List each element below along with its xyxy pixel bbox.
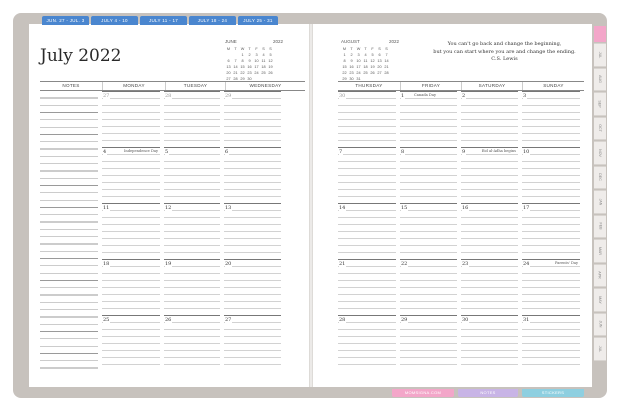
- day-number: 30: [339, 93, 346, 99]
- header-tuesday: TUESDAY: [165, 82, 225, 90]
- quote-block: [417, 41, 592, 64]
- mini-day: 4: [364, 53, 367, 57]
- day-cell[interactable]: [102, 259, 160, 315]
- side-tab-month[interactable]: [594, 68, 606, 92]
- day-number: 12: [165, 205, 172, 211]
- side-tab-month[interactable]: [594, 92, 606, 116]
- side-tab-label: JAN: [597, 198, 602, 206]
- notes-tab[interactable]: NOTES: [458, 389, 518, 397]
- day-number: 30: [462, 317, 469, 323]
- mini-august-grid: [341, 46, 390, 82]
- day-number: 22: [401, 261, 408, 267]
- week-tab-1[interactable]: JUN. 27 - JUL. 3: [42, 16, 89, 25]
- day-number: 8: [401, 149, 405, 155]
- day-number: 24: [523, 261, 530, 267]
- mini-day: 27: [226, 77, 231, 81]
- day-cell[interactable]: [164, 147, 220, 203]
- side-tab-label: JUN: [598, 320, 602, 328]
- mini-day: 12: [370, 59, 375, 63]
- day-number: 11: [103, 205, 110, 211]
- mini-day: 30: [247, 77, 252, 81]
- day-number: 26: [165, 317, 172, 323]
- side-tab-label: MAY: [598, 295, 602, 304]
- saturday-column: [461, 91, 518, 371]
- day-cell[interactable]: [224, 315, 281, 371]
- mini-day: 21: [384, 65, 389, 69]
- mini-day: 14: [384, 59, 389, 63]
- mini-day: 20: [377, 65, 382, 69]
- header-monday: MONDAY: [102, 82, 165, 90]
- day-cell[interactable]: [400, 91, 457, 147]
- day-cell[interactable]: [461, 203, 518, 259]
- day-cell[interactable]: [164, 259, 220, 315]
- day-cell[interactable]: [400, 315, 457, 371]
- mini-day: 15: [342, 65, 347, 69]
- day-cell[interactable]: [522, 203, 580, 259]
- holiday-label: Eid al-Adha begins: [481, 149, 516, 153]
- side-tab-month[interactable]: [594, 288, 606, 312]
- side-tab-label: DEC: [598, 173, 602, 182]
- mini-calendar-june: [225, 39, 283, 82]
- side-tab-current[interactable]: [594, 26, 606, 42]
- side-tab-label: OCT: [598, 124, 602, 133]
- day-number: 15: [401, 205, 408, 211]
- mini-day: 22: [240, 71, 245, 75]
- day-number: 5: [165, 149, 169, 155]
- day-cell[interactable]: [338, 315, 396, 371]
- side-tab-month[interactable]: [594, 117, 606, 141]
- side-tab-label: FEB: [598, 222, 602, 230]
- mini-day: 19: [268, 65, 273, 69]
- day-cell[interactable]: [224, 259, 281, 315]
- mini-dow: T: [248, 47, 251, 51]
- side-tab-label: NOV: [597, 148, 602, 157]
- mini-june-name: JUNE: [225, 39, 237, 44]
- day-cell[interactable]: [164, 203, 220, 259]
- mini-dow: T: [364, 47, 367, 51]
- header-thursday: THURSDAY: [355, 83, 383, 88]
- week-tab-2[interactable]: JULY 4 - 10: [91, 16, 138, 25]
- mini-day: 20: [226, 71, 231, 75]
- mini-dow: T: [350, 47, 353, 51]
- right-grid: [338, 91, 580, 371]
- mini-day: 23: [349, 71, 354, 75]
- stickers-tab[interactable]: STICKERS: [522, 389, 584, 397]
- mini-day: 16: [247, 65, 252, 69]
- right-column-headers: [338, 81, 584, 91]
- day-cell[interactable]: [224, 91, 281, 147]
- mini-day: 19: [370, 65, 375, 69]
- day-number: 21: [339, 261, 346, 267]
- day-number: 13: [225, 205, 232, 211]
- day-cell[interactable]: [400, 203, 457, 259]
- mini-day: 1: [241, 53, 244, 57]
- month-side-tabs: [594, 26, 606, 361]
- week-tab-5[interactable]: JULY 25 - 31: [238, 16, 278, 25]
- right-page: [313, 24, 592, 387]
- mini-dow: W: [240, 47, 245, 51]
- day-number: 20: [225, 261, 232, 267]
- mini-day: 22: [342, 71, 347, 75]
- mini-day: 25: [261, 71, 266, 75]
- mini-day: 28: [233, 77, 238, 81]
- side-tab-month[interactable]: [594, 190, 606, 214]
- mini-day: 13: [377, 59, 382, 63]
- side-tab-month[interactable]: [594, 313, 606, 337]
- day-number: 29: [401, 317, 408, 323]
- left-page: [29, 24, 310, 387]
- day-number: 25: [103, 317, 110, 323]
- side-tab-month[interactable]: [594, 239, 606, 263]
- day-cell[interactable]: [522, 147, 580, 203]
- header-notes: NOTES: [62, 83, 80, 88]
- tuesday-column: [164, 91, 220, 371]
- side-tab-month[interactable]: [594, 43, 606, 67]
- header-sunday: SUNDAY: [522, 82, 584, 90]
- mini-day: 8: [343, 59, 346, 63]
- mini-day: 4: [262, 53, 265, 57]
- side-tab-month[interactable]: [594, 141, 606, 165]
- mini-day: 13: [226, 65, 231, 69]
- day-cell[interactable]: [461, 315, 518, 371]
- mini-dow: W: [356, 47, 361, 51]
- side-tab-month[interactable]: [594, 166, 606, 190]
- mini-dow: T: [234, 47, 237, 51]
- day-cell[interactable]: [400, 259, 457, 315]
- day-number: 29: [225, 93, 232, 99]
- week-tabs: [42, 16, 278, 25]
- day-number: 3: [523, 93, 527, 99]
- side-tab-label: APR: [597, 271, 602, 279]
- week-tab-3[interactable]: JULY 11 - 17: [140, 16, 187, 25]
- week-tab-4[interactable]: JULY 18 - 24: [189, 16, 236, 25]
- holiday-label: Canada Day: [414, 93, 436, 97]
- day-number: 10: [523, 149, 530, 155]
- mini-day: 24: [356, 71, 361, 75]
- month-title: July 2022: [40, 46, 122, 66]
- mini-day: 26: [268, 71, 273, 75]
- day-number: 19: [165, 261, 172, 267]
- day-cell[interactable]: [338, 91, 396, 147]
- side-tab-month[interactable]: [594, 264, 606, 288]
- mini-day: 5: [269, 53, 272, 57]
- day-cell[interactable]: [224, 147, 281, 203]
- day-cell[interactable]: [102, 91, 160, 147]
- mini-day: 11: [261, 59, 266, 63]
- side-tab-label: AUG: [597, 75, 602, 84]
- mini-day: 28: [384, 71, 389, 75]
- mini-dow: F: [371, 47, 374, 51]
- mini-june-grid: [225, 46, 274, 82]
- mini-dow: S: [378, 47, 381, 51]
- mini-day: 3: [255, 53, 258, 57]
- left-grid: [40, 91, 281, 371]
- mini-day: 23: [247, 71, 252, 75]
- mini-day: 15: [240, 65, 245, 69]
- day-cell[interactable]: [400, 147, 457, 203]
- mini-day: 10: [356, 59, 361, 63]
- day-cell[interactable]: [338, 259, 396, 315]
- quote-author: C.S. Lewis: [491, 56, 518, 62]
- day-number: 4: [103, 149, 107, 155]
- mini-day: 2: [248, 53, 251, 57]
- mini-day: 6: [227, 59, 230, 63]
- monday-column: [102, 91, 160, 371]
- mini-day: 25: [363, 71, 368, 75]
- day-number: 17: [523, 205, 530, 211]
- mini-day: 7: [385, 53, 388, 57]
- day-cell[interactable]: [522, 259, 580, 315]
- mini-day: 3: [357, 53, 360, 57]
- day-number: 27: [225, 317, 232, 323]
- mini-day: 29: [342, 77, 347, 81]
- side-tab-label: JUL: [598, 51, 602, 58]
- mini-day: 16: [349, 65, 354, 69]
- day-cell[interactable]: [338, 147, 396, 203]
- mini-day: 6: [378, 53, 381, 57]
- day-number: 23: [462, 261, 469, 267]
- mini-dow: F: [255, 47, 258, 51]
- mini-dow: M: [226, 47, 231, 51]
- day-number: 14: [339, 205, 346, 211]
- mini-day: 12: [268, 59, 273, 63]
- day-number: 16: [462, 205, 469, 211]
- day-number: 2: [462, 93, 466, 99]
- side-tab-month[interactable]: [594, 215, 606, 239]
- mini-day: 9: [248, 59, 251, 63]
- day-number: 28: [165, 93, 172, 99]
- day-cell[interactable]: [522, 91, 580, 147]
- mini-day: 1: [343, 53, 346, 57]
- mini-day: 29: [240, 77, 245, 81]
- quote-line-1: You can't go back and change the beginning,: [447, 41, 562, 47]
- holiday-label: Independence Day: [124, 149, 158, 153]
- header-saturday: SATURDAY: [461, 82, 522, 90]
- friday-column: [400, 91, 457, 371]
- mini-day: 17: [356, 65, 361, 69]
- mini-day: 18: [261, 65, 266, 69]
- mini-dow: S: [385, 47, 388, 51]
- day-number: 9: [462, 149, 466, 155]
- quote-line-2: but you can start where you are and change the ending.: [433, 48, 576, 55]
- wednesday-column: [224, 91, 281, 371]
- mini-day: 30: [349, 77, 354, 81]
- day-number: 7: [339, 149, 343, 155]
- day-number: 6: [225, 149, 229, 155]
- day-cell[interactable]: [102, 315, 160, 371]
- mini-day: 31: [356, 77, 361, 81]
- side-tab-label: JUL: [598, 345, 602, 352]
- mini-august-year: 2022: [388, 39, 399, 44]
- sunday-column: [522, 91, 580, 371]
- side-tab-label: SEP: [597, 100, 602, 108]
- day-cell[interactable]: [461, 259, 518, 315]
- left-column-headers: [40, 81, 305, 91]
- thursday-column: [338, 91, 396, 371]
- header-wednesday: WEDNESDAY: [225, 82, 305, 90]
- website-tab[interactable]: MOMSIGNA.COM: [392, 389, 454, 397]
- day-cell[interactable]: [522, 315, 580, 371]
- mini-day: 17: [254, 65, 259, 69]
- day-number: 27: [103, 93, 110, 99]
- day-cell[interactable]: [164, 91, 220, 147]
- mini-day: 2: [350, 53, 353, 57]
- mini-day: 9: [350, 59, 353, 63]
- day-cell[interactable]: [164, 315, 220, 371]
- mini-day: 11: [363, 59, 368, 63]
- day-number: 28: [339, 317, 346, 323]
- mini-day: 26: [370, 71, 375, 75]
- side-tab-label: MAR: [598, 246, 602, 255]
- mini-calendar-august: [341, 39, 399, 82]
- notes-column[interactable]: [40, 91, 98, 371]
- day-number: 1: [401, 93, 405, 99]
- holiday-label: Parents' Day: [554, 261, 578, 265]
- side-tab-month[interactable]: [594, 337, 606, 361]
- day-number: 18: [103, 261, 110, 267]
- mini-day: 14: [233, 65, 238, 69]
- day-number: 31: [523, 317, 530, 323]
- mini-day: 21: [233, 71, 238, 75]
- day-cell[interactable]: [224, 203, 281, 259]
- day-cell[interactable]: [102, 147, 160, 203]
- mini-day: 5: [371, 53, 374, 57]
- mini-day: 27: [377, 71, 382, 75]
- mini-dow: S: [262, 47, 265, 51]
- mini-day: 24: [254, 71, 259, 75]
- day-cell[interactable]: [102, 203, 160, 259]
- mini-day: 8: [241, 59, 244, 63]
- mini-day: 10: [254, 59, 259, 63]
- mini-dow: M: [342, 47, 347, 51]
- mini-day: 18: [363, 65, 368, 69]
- day-cell[interactable]: [461, 147, 518, 203]
- header-friday: FRIDAY: [400, 82, 461, 90]
- mini-day: 7: [234, 59, 237, 63]
- mini-dow: S: [269, 47, 272, 51]
- day-cell[interactable]: [338, 203, 396, 259]
- mini-june-year: 2022: [272, 39, 283, 44]
- day-cell[interactable]: [461, 91, 518, 147]
- mini-august-name: AUGUST: [341, 39, 360, 44]
